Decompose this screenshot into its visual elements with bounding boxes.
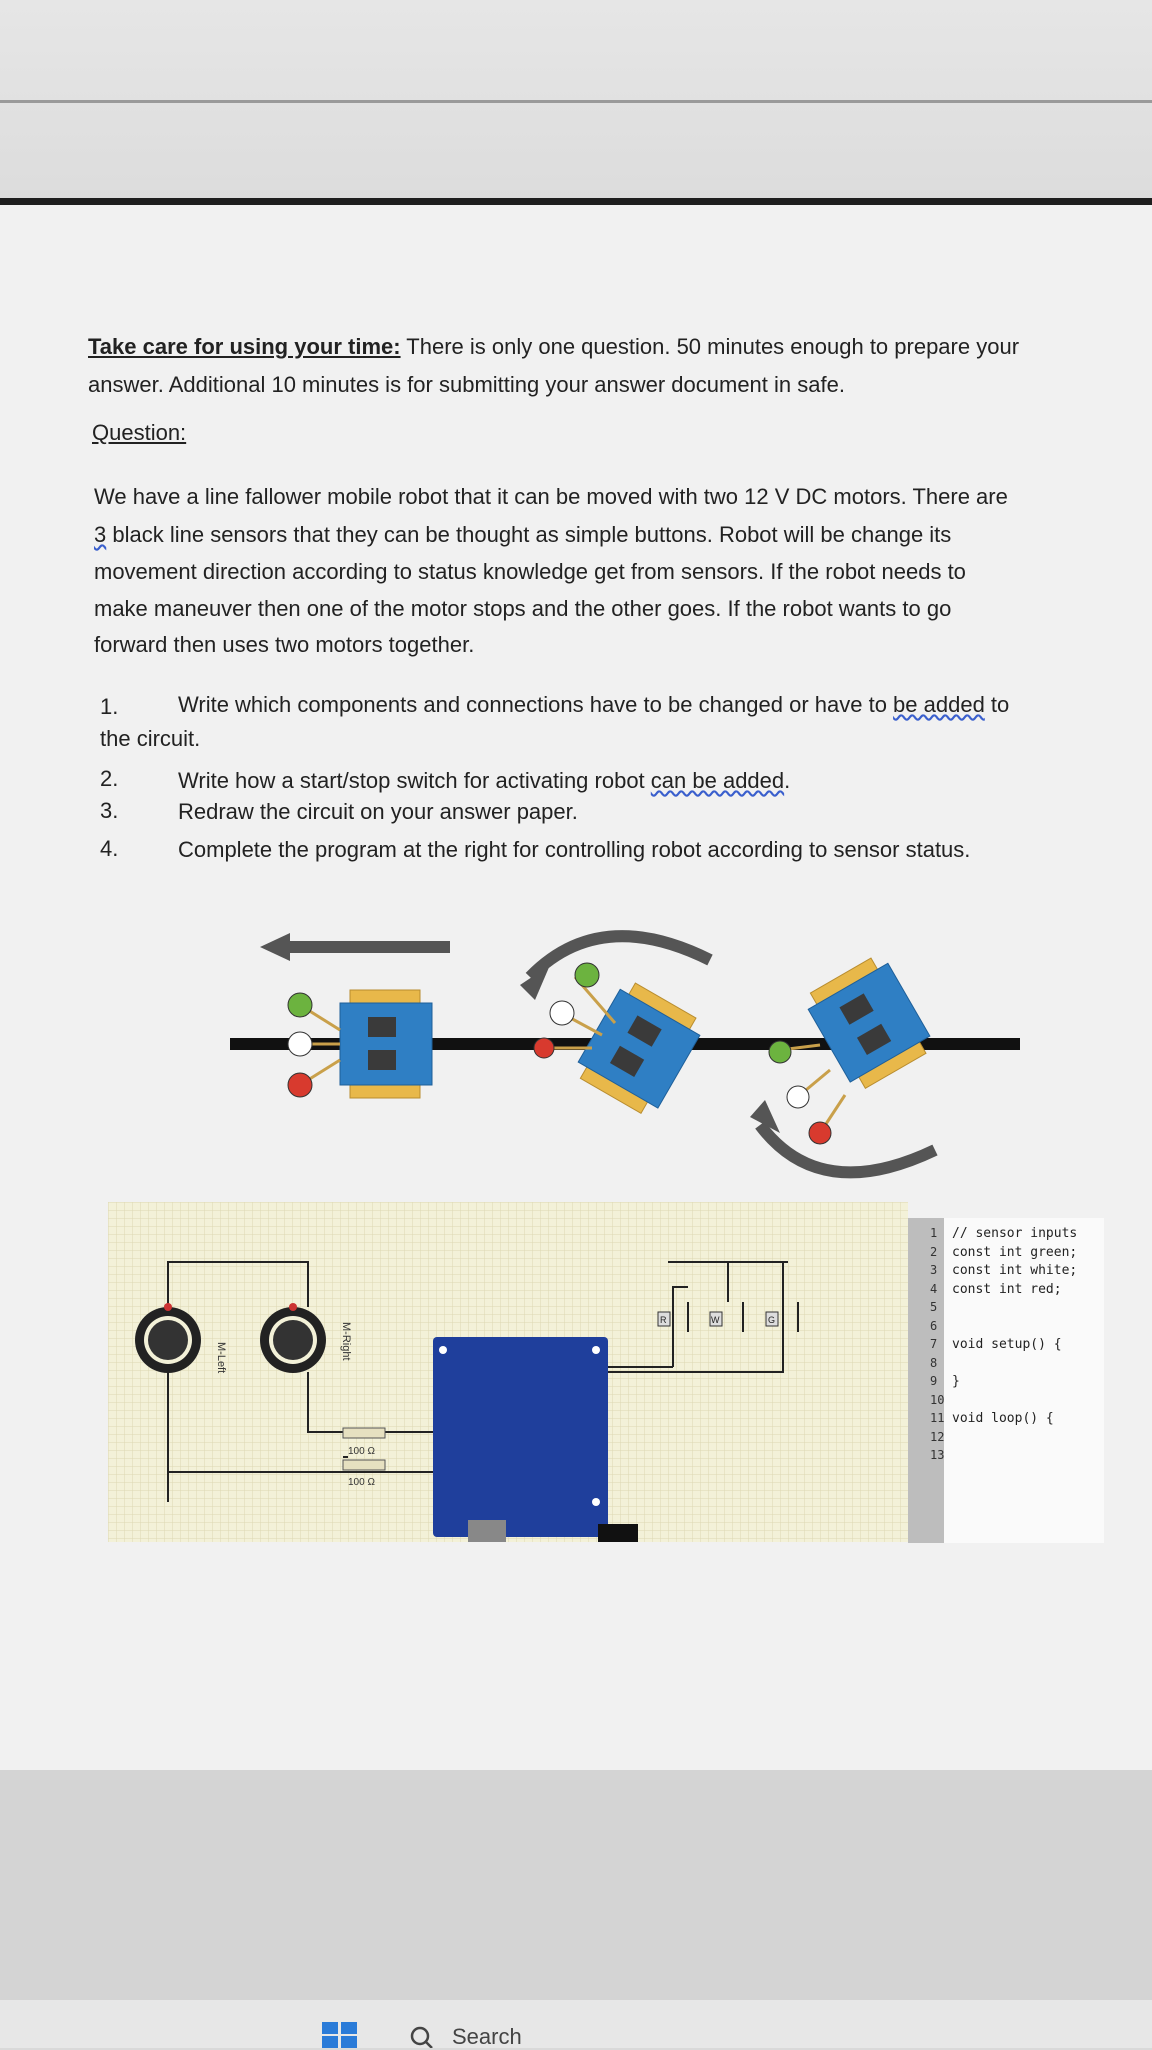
screen-bottom [0,1770,1152,2000]
code-line: const int white; [952,1263,1078,1278]
robot-turning-right [802,952,937,1093]
circuit-diagram [108,1202,908,1542]
turn-arrow-bottom [760,1125,935,1172]
task-4: Complete the program at the right for controlling robot according to sensor status. [178,837,971,862]
code-line-number: 6 [930,1318,938,1333]
code-line: void setup() { [952,1337,1062,1352]
power-jack [598,1524,638,1542]
time-label: Take care for using your time: [88,334,401,359]
mount-hole [592,1498,600,1506]
task-3: Redraw the circuit on your answer paper. [178,799,578,824]
sensor-green-3 [769,1041,791,1063]
sensor-count: 3 [94,522,107,547]
robot-maneuver-diagram [220,905,1020,1195]
code-line-number: 1 [930,1226,938,1240]
code-line-number: 9 [930,1374,938,1388]
code-line-number: 7 [930,1337,938,1351]
task-number-2: 2. [100,766,119,791]
time-paragraph-line-1 [88,328,1019,366]
robot-forward [288,990,432,1098]
motor-right-label: M-Right [340,1322,352,1361]
code-line-number: 13 [930,1448,945,1462]
sensor-red-2 [534,1038,554,1058]
button-g-label: G [768,1315,776,1325]
code-line: } [952,1374,960,1389]
code-line-number: 10 [930,1392,945,1407]
sensor-red-3 [809,1122,831,1144]
code-line: const int red; [952,1281,1062,1297]
code-line-number: 8 [930,1355,938,1370]
button-w-label: W [711,1315,720,1325]
taskbar [0,2000,1152,2048]
resistor-2-label: 100 Ω [348,1477,375,1488]
divider-line [0,100,1152,103]
question-line-1: We have a line fallower mobile robot that it can be moved with two 12 V DC motors. There are [94,484,1008,509]
usb-port [468,1520,506,1542]
task-number-4: 4. [100,836,119,861]
mount-hole [439,1346,447,1354]
resistor-1 [343,1428,385,1438]
forward-arrow-head [260,933,290,961]
task-1-line-2: the circuit. [100,726,201,751]
arduino-board [433,1337,608,1537]
windows-start-icon[interactable] [322,2022,358,2048]
task-1-line-1: Write which components and connections have to be changed or have to be added to [178,692,1010,717]
sensor-white-2 [550,1001,574,1025]
task-number-3: 3. [100,798,119,823]
code-line-number: 3 [930,1263,938,1277]
time-text-1: There is only one question. 50 minutes enough to prepare your [400,334,1020,359]
code-line-number: 12 [930,1429,945,1444]
sensor-green-2 [575,963,599,987]
resistor-2 [343,1460,385,1470]
code-gutter [908,1218,944,1543]
motor-left-label: M-Left [215,1342,227,1374]
question-line-2: 3 black line sensors that they can be thought as simple buttons. Robot will be change its [94,522,952,547]
button-r-label: R [660,1315,667,1325]
time-paragraph-line-2: answer. Additional 10 minutes is for submitting your answer document in safe. [88,372,845,397]
search-icon[interactable] [410,2026,436,2048]
code-line: const int green; [952,1244,1078,1260]
question-line-5: forward then uses two motors together. [94,632,475,657]
forward-arrow-shaft [290,941,450,953]
turn-arrow-top [530,936,710,977]
resistor-1-label: 100 Ω [348,1446,375,1457]
question-line-3: movement direction according to status knowledge get from sensors. If the robot needs to [94,559,966,584]
code-line-number: 11 [930,1411,945,1425]
sensor-white-3 [787,1086,809,1108]
code-line-number: 2 [930,1244,938,1259]
question-line-4: make maneuver then one of the motor stops and the other goes. If the robot wants to go [94,596,952,621]
code-line-number: 4 [930,1281,938,1296]
code-line: // sensor inputs [952,1226,1078,1241]
task-number-1: 1. [100,694,119,719]
divider-line-dark [0,198,1152,205]
question-label: Question: [92,420,187,445]
code-line-number: 5 [930,1300,938,1314]
mount-hole [592,1346,600,1354]
task-2: Write how a start/stop switch for activating robot can be added. [178,768,791,793]
taskbar-search-label[interactable]: Search [452,2024,522,2049]
code-line: void loop() { [952,1411,1054,1426]
